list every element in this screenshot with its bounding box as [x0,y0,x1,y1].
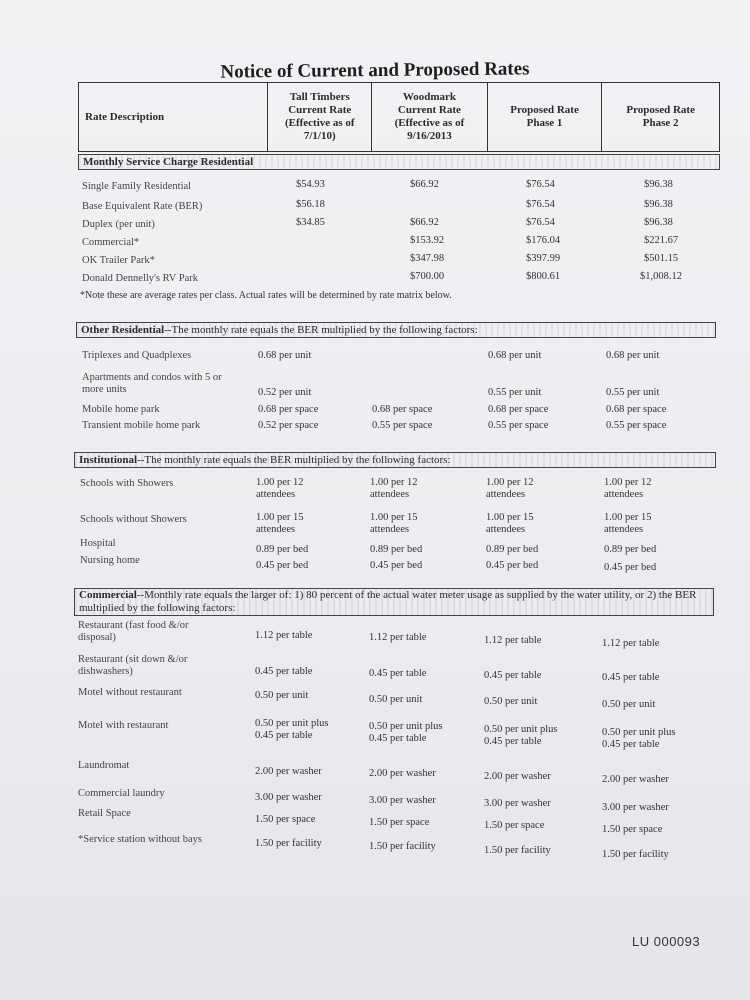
cell: 0.68 per unit [606,350,660,361]
page-title: Notice of Current and Proposed Rates [220,58,530,83]
cell: 1.00 per 15 attendees [486,512,534,535]
row-label: Commercial* [82,237,140,248]
cell: 0.50 per unit plus 0.45 per table [369,721,443,744]
section-heading-other-residential: Other Residential--The monthly rate equals the BER multiplied by the following factors: [76,322,716,338]
cell: 0.68 per unit [258,350,312,361]
section-heading-commercial: Commercial--Monthly rate equals the larger of: 1) 80 percent of the actual water meter usage as supplied by the water utility, or 2) the BER multiplied by the following factors: [74,588,714,616]
row-label: Transient mobile home park [82,420,201,431]
cell: 0.68 per unit [488,350,542,361]
cell: $176.04 [526,235,561,246]
cell: 1.00 per 12 attendees [486,477,534,500]
cell: 1.50 per space [369,817,430,828]
cell: $397.99 [526,253,561,264]
cell: 3.00 per washer [484,798,551,809]
row-label: Base Equivalent Rate (BER) [82,201,203,212]
cell: 0.45 per table [255,666,313,677]
cell: 0.68 per space [258,404,319,415]
header-tall-timbers: Tall Timbers Current Rate (Effective as of 7/1/10) [268,83,372,151]
header-rate-description: Rate Description [79,83,268,151]
row-label: Laundromat [78,760,130,771]
cell: 2.00 per washer [484,771,551,782]
cell: 1.50 per facility [484,845,551,856]
cell: 0.89 per bed [486,544,539,555]
cell: $221.67 [644,235,679,246]
row-label: Nursing home [80,555,140,566]
cell: 1.00 per 15 attendees [604,512,652,535]
row-label: Duplex (per unit) [82,219,155,230]
cell: $800.61 [526,271,561,282]
cell: 0.50 per unit plus 0.45 per table [484,724,558,747]
cell: 1.50 per facility [602,849,669,860]
cell: 0.45 per table [484,670,542,681]
cell: 0.68 per space [488,404,549,415]
cell: 2.00 per washer [255,766,322,777]
cell: $347.98 [410,253,445,264]
cell: 2.00 per washer [602,774,669,785]
cell: 1.12 per table [255,630,313,641]
cell: 1.00 per 15 attendees [256,512,304,535]
cell: 0.45 per table [602,672,660,683]
section-heading-institutional: Institutional--The monthly rate equals the BER multiplied by the following factors: [74,452,716,468]
cell: 1.00 per 12 attendees [370,477,418,500]
row-label: Motel with restaurant [78,720,169,731]
row-label: Donald Dennelly's RV Park [82,273,199,284]
row-label: Restaurant (sit down &/or dishwashers) [78,654,188,677]
row-label: Retail Space [78,808,131,819]
cell: 1.12 per table [369,632,427,643]
cell: $54.93 [296,179,325,190]
cell: 1.50 per facility [255,838,322,849]
cell: $56.18 [296,199,325,210]
cell: 0.55 per unit [488,387,542,398]
cell: 0.50 per unit [484,696,538,707]
cell: 0.55 per unit [606,387,660,398]
rate-note: *Note these are average rates per class. Actual rates will be determined by rate matrix below. [80,290,452,301]
row-label: Mobile home park [82,404,160,415]
cell: $66.92 [410,179,439,190]
cell: $501.15 [644,253,679,264]
cell: 1.50 per space [255,814,316,825]
cell: $96.38 [644,217,673,228]
cell: 0.50 per unit [255,690,309,701]
row-label: Schools without Showers [80,514,187,525]
row-label: OK Trailer Park* [82,255,155,266]
cell: 0.45 per bed [604,562,657,573]
cell: $96.38 [644,199,673,210]
row-label: Triplexes and Quadplexes [82,350,192,361]
table-header [78,82,720,152]
cell: $153.92 [410,235,445,246]
cell: $76.54 [526,199,555,210]
cell: 0.50 per unit [602,699,656,710]
cell: 0.50 per unit [369,694,423,705]
row-label: Single Family Residential [82,181,192,192]
cell: 0.55 per space [488,420,549,431]
cell: 0.45 per bed [256,560,309,571]
row-label: Commercial laundry [78,788,165,799]
cell: $66.92 [410,217,439,228]
cell: 3.00 per washer [255,792,322,803]
cell: $1,008.12 [640,271,682,282]
cell: $34.85 [296,217,325,228]
cell: 1.00 per 15 attendees [370,512,418,535]
cell: 0.52 per space [258,420,319,431]
cell: 0.45 per table [369,668,427,679]
cell: 1.12 per table [602,638,660,649]
header-woodmark: Woodmark Current Rate (Effective as of 9/16/2013 [372,83,488,151]
cell: 0.45 per bed [486,560,539,571]
cell: $76.54 [526,217,555,228]
header-phase-2: Proposed Rate Phase 2 [626,104,695,129]
row-label: Motel without restaurant [78,687,182,698]
cell: 0.55 per space [606,420,667,431]
header-phase-1: Proposed Rate Phase 1 [488,83,603,151]
row-label: Hospital [80,538,116,549]
cell: 1.50 per facility [369,841,436,852]
cell: 1.12 per table [484,635,542,646]
cell: 2.00 per washer [369,768,436,779]
cell: 0.89 per bed [604,544,657,555]
cell: 0.45 per bed [370,560,423,571]
cell: 0.68 per space [372,404,433,415]
cell: $76.54 [526,179,555,190]
cell: 0.89 per bed [256,544,309,555]
cell: 3.00 per washer [369,795,436,806]
cell: 1.00 per 12 attendees [604,477,652,500]
cell: 0.50 per unit plus 0.45 per table [255,718,329,741]
cell: 0.52 per unit [258,387,312,398]
cell: 1.50 per space [602,824,663,835]
row-label: Restaurant (fast food &/or disposal) [78,620,189,643]
row-label: Schools with Showers [80,478,174,489]
cell: 3.00 per washer [602,802,669,813]
section-heading-residential: Monthly Service Charge Residential [78,154,720,170]
cell: 0.50 per unit plus 0.45 per table [602,727,676,750]
cell: 1.00 per 12 attendees [256,477,304,500]
cell: 0.68 per space [606,404,667,415]
document-id-stamp: LU 000093 [632,934,701,949]
cell: 0.89 per bed [370,544,423,555]
cell: $700.00 [410,271,445,282]
cell: 1.50 per space [484,820,545,831]
row-label: *Service station without bays [78,834,202,845]
cell: $96.38 [644,179,673,190]
row-label: Apartments and condos with 5 or more units [82,372,222,395]
cell: 0.55 per space [372,420,433,431]
